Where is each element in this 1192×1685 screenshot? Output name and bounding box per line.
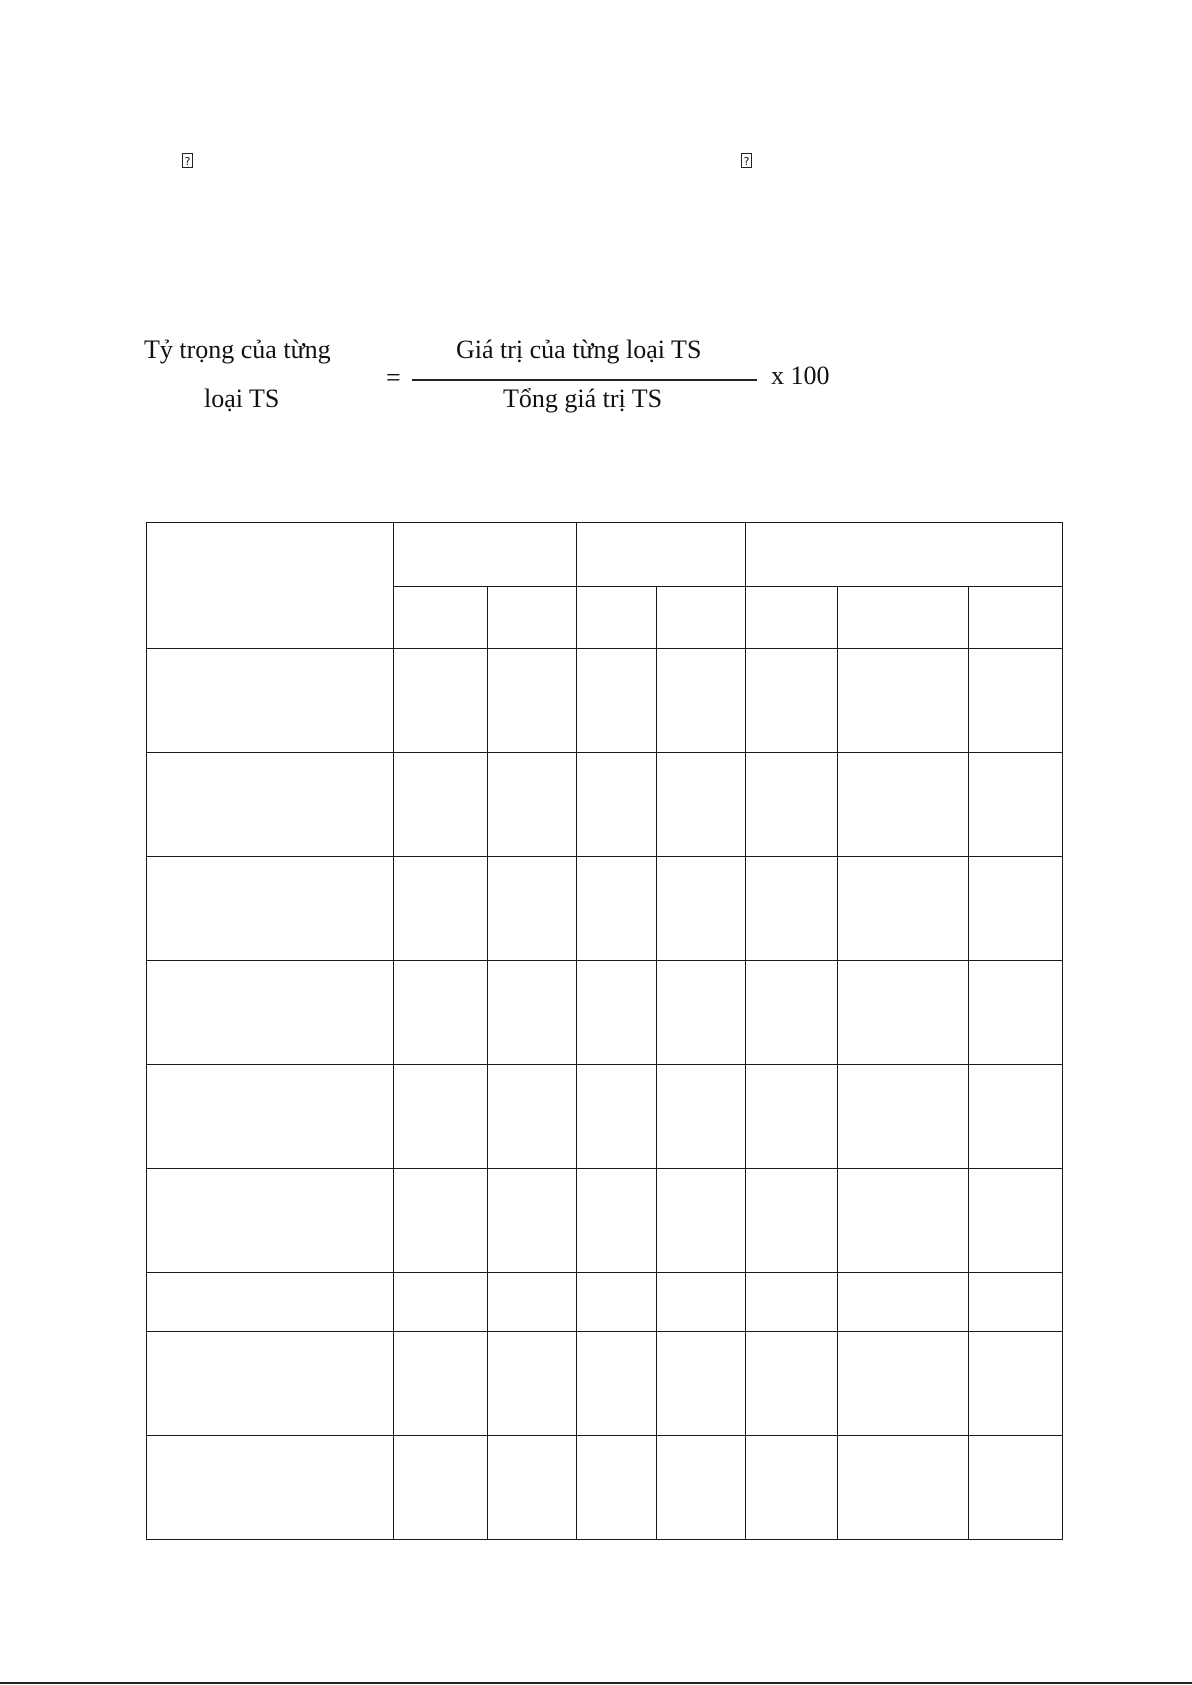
table-cell <box>488 1065 577 1169</box>
table-row <box>147 1273 1063 1332</box>
table-row <box>147 1332 1063 1436</box>
table-cell <box>969 1169 1063 1273</box>
table-header-row <box>147 523 1063 587</box>
table-cell <box>488 753 577 857</box>
table-cell <box>969 1332 1063 1436</box>
table-row <box>147 753 1063 857</box>
formula-multiplier: x 100 <box>771 361 830 390</box>
table-row <box>147 1436 1063 1540</box>
table-cell <box>488 1332 577 1436</box>
table-cell <box>969 649 1063 753</box>
subheader-cell <box>746 587 838 649</box>
header-group-cell <box>746 523 1063 587</box>
formula-lhs-line1: Tỷ trọng của từng <box>144 335 331 364</box>
table-cell <box>147 1436 394 1540</box>
table-cell <box>577 1065 657 1169</box>
table-cell <box>746 961 838 1065</box>
table-cell <box>838 1273 969 1332</box>
subheader-cell <box>577 587 657 649</box>
table-cell <box>394 753 488 857</box>
table-cell <box>838 649 969 753</box>
table-cell <box>746 857 838 961</box>
table-row <box>147 649 1063 753</box>
table-cell <box>969 961 1063 1065</box>
formula-equals: = <box>386 363 401 392</box>
subheader-cell <box>969 587 1063 649</box>
subheader-cell <box>394 587 488 649</box>
table-cell <box>746 753 838 857</box>
table-cell <box>577 1332 657 1436</box>
table-cell <box>488 1273 577 1332</box>
missing-glyph-right-icon: ? <box>741 153 752 168</box>
table-cell <box>394 961 488 1065</box>
table-cell <box>577 1273 657 1332</box>
table-cell <box>147 1169 394 1273</box>
missing-glyph-left-icon: ? <box>182 153 193 168</box>
table-cell <box>746 1065 838 1169</box>
table-row <box>147 1065 1063 1169</box>
table-cell <box>147 857 394 961</box>
table-cell <box>394 1169 488 1273</box>
table-cell <box>746 1169 838 1273</box>
table-cell <box>838 753 969 857</box>
formula-lhs-line2: loại TS <box>204 384 280 413</box>
table-cell <box>577 1436 657 1540</box>
header-group-cell <box>577 523 746 587</box>
table-cell <box>147 1273 394 1332</box>
table-cell <box>488 1169 577 1273</box>
subheader-cell <box>838 587 969 649</box>
table-cell <box>577 753 657 857</box>
table-cell <box>657 1273 746 1332</box>
table-cell <box>838 1169 969 1273</box>
table-cell <box>746 649 838 753</box>
table-cell <box>657 1332 746 1436</box>
table-row <box>147 961 1063 1065</box>
table-cell <box>657 753 746 857</box>
table-cell <box>147 753 394 857</box>
table-cell <box>838 1436 969 1540</box>
table-cell <box>746 1332 838 1436</box>
table-cell <box>969 1436 1063 1540</box>
table-cell <box>577 1169 657 1273</box>
table-cell <box>488 649 577 753</box>
table-cell <box>394 1332 488 1436</box>
table-cell <box>657 649 746 753</box>
table-cell <box>147 1332 394 1436</box>
table-cell <box>147 961 394 1065</box>
formula-denominator: Tổng giá trị TS <box>503 384 663 413</box>
table-cell <box>746 1436 838 1540</box>
table-cell <box>969 1065 1063 1169</box>
page-bottom-rule <box>0 1682 1192 1684</box>
table-cell <box>394 857 488 961</box>
table-cell <box>394 1436 488 1540</box>
header-group-cell <box>394 523 577 587</box>
table-cell <box>488 857 577 961</box>
table-cell <box>147 649 394 753</box>
table-cell <box>577 649 657 753</box>
row-label-header-cell <box>147 523 394 649</box>
table-cell <box>657 961 746 1065</box>
table-cell <box>394 1273 488 1332</box>
table-cell <box>394 649 488 753</box>
formula <box>0 0 1192 460</box>
subheader-cell <box>488 587 577 649</box>
table-cell <box>746 1273 838 1332</box>
table-cell <box>657 857 746 961</box>
table-cell <box>657 1169 746 1273</box>
table-cell <box>969 753 1063 857</box>
table-cell <box>577 857 657 961</box>
table-cell <box>147 1065 394 1169</box>
table-cell <box>657 1065 746 1169</box>
fraction-line <box>412 379 757 381</box>
table-cell <box>838 961 969 1065</box>
empty-data-table <box>146 522 1063 1540</box>
table-row <box>147 1169 1063 1273</box>
table-row <box>147 857 1063 961</box>
table-cell <box>969 857 1063 961</box>
table-cell <box>488 1436 577 1540</box>
table-cell <box>394 1065 488 1169</box>
table-cell <box>577 961 657 1065</box>
table-cell <box>838 1065 969 1169</box>
table-cell <box>657 1436 746 1540</box>
table-cell <box>969 1273 1063 1332</box>
table-cell <box>838 1332 969 1436</box>
formula-numerator: Giá trị của từng loại TS <box>456 335 702 364</box>
table-cell <box>488 961 577 1065</box>
table-cell <box>838 857 969 961</box>
subheader-cell <box>657 587 746 649</box>
